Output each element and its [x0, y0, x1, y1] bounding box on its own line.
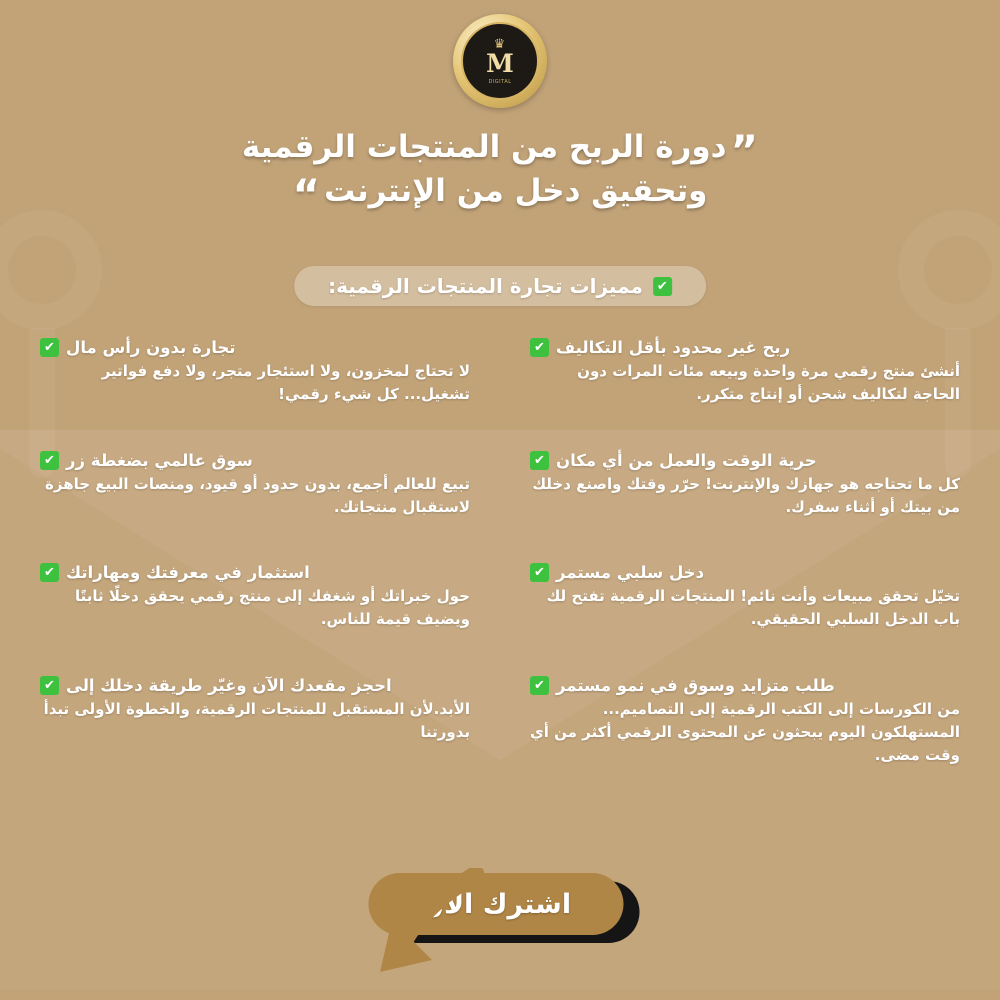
feature-header	[530, 338, 960, 357]
page-title	[0, 125, 1000, 220]
check-icon: ✔	[653, 277, 672, 296]
feature-item	[530, 338, 960, 407]
feature-title: تجارة بدون رأس مال	[66, 338, 236, 357]
check-icon: ✔	[40, 338, 59, 357]
feature-item	[530, 676, 960, 768]
logo-inner-circle	[461, 22, 539, 100]
quote-close-mark: ”	[730, 126, 759, 175]
title-text-1: دورة الربح من المنتجات الرقمية	[241, 129, 727, 165]
pin-shape-right	[898, 210, 1000, 330]
feature-body: الأبد.لأن المستقبل للمنتجات الرقمية، والخطوة الأولى تبدأ بدورتنا	[43, 699, 470, 741]
subscribe-button[interactable]: اشترك الآن	[369, 873, 624, 935]
check-icon: ✔	[40, 451, 59, 470]
check-icon: ✔	[40, 676, 59, 695]
title-line-2	[0, 169, 1000, 220]
feature-title: احجز مقعدك الآن وغيّر طريقة دخلك إلى	[66, 675, 392, 695]
feature-item	[40, 338, 470, 407]
pin-shape-left	[0, 210, 102, 330]
feature-body: حول خبراتك أو شغفك إلى منتج رقمي يحقق دخلًا ثابتًا ويضيف قيمة للناس.	[75, 587, 470, 629]
feature-body: تبيع للعالم أجمع، بدون حدود أو قيود، ومنصات البيع جاهزة لاستقبال منتجاتك.	[45, 474, 470, 516]
check-icon: ✔	[530, 676, 549, 695]
logo-subtitle: DIGITAL	[488, 78, 512, 85]
check-icon: ✔	[530, 338, 549, 357]
check-icon: ✔	[530, 563, 549, 582]
feature-title: طلب متزايد وسوق في نمو مستمر	[556, 675, 835, 695]
feature-title: دخل سلبي مستمر	[556, 563, 705, 582]
feature-title: ربح غير محدود بأقل التكاليف	[556, 338, 791, 357]
brand-logo	[453, 14, 547, 108]
features-grid	[40, 338, 960, 767]
crown-icon: ♛	[493, 36, 507, 52]
feature-title: استثمار في معرفتك ومهاراتك	[66, 563, 310, 582]
feature-body: كل ما تحتاجه هو جهازك والإنترنت! حرّر وقتك واصنع دخلك من بيتك أو أثناء سفرك.	[532, 474, 960, 516]
feature-title: حرية الوقت والعمل من أي مكان	[556, 450, 817, 470]
feature-header	[530, 676, 960, 695]
feature-body: تخيّل تحقق مبيعات وأنت نائم! المنتجات الرقمية تفتح لك باب الدخل السلبي الحقيقي.	[546, 587, 960, 629]
check-icon: ✔	[40, 563, 59, 582]
feature-header	[40, 338, 470, 357]
title-text-2: وتحقيق دخل من الإنترنت	[324, 173, 708, 210]
title-line-1	[0, 125, 1000, 175]
feature-header	[40, 563, 470, 582]
feature-item	[530, 563, 960, 632]
feature-header	[530, 451, 960, 470]
quote-open-mark: “	[292, 170, 321, 220]
check-icon: ✔	[530, 451, 549, 470]
feature-body: لا تحتاج لمخزون، ولا استئجار متجر، ولا دفع فواتير تشغيل... كل شيء رقمي!	[101, 362, 470, 404]
feature-body: من الكورسات إلى الكتب الرقمية إلى التصاميم... المستهلكون اليوم يبحثون عن المحتوى الرقمي أكثر من أي وقت مضى.	[530, 699, 960, 764]
feature-item	[40, 563, 470, 632]
feature-header	[40, 676, 470, 695]
section-header-label: مميزات تجارة المنتجات الرقمية:	[328, 274, 643, 298]
feature-header	[530, 563, 960, 582]
feature-body: أنشئ منتج رقمي مرة واحدة وبيعه مئات المرات دون الحاجة لتكاليف شحن أو إنتاج متكرر.	[577, 362, 960, 404]
feature-item	[40, 451, 470, 520]
curved-arrow-icon	[372, 868, 492, 978]
logo-monogram: M	[486, 48, 514, 78]
feature-title: سوق عالمي بضغطة زر	[66, 450, 253, 470]
feature-item	[40, 676, 470, 768]
feature-item	[530, 451, 960, 520]
section-header-pill	[294, 266, 706, 306]
feature-header	[40, 451, 470, 470]
